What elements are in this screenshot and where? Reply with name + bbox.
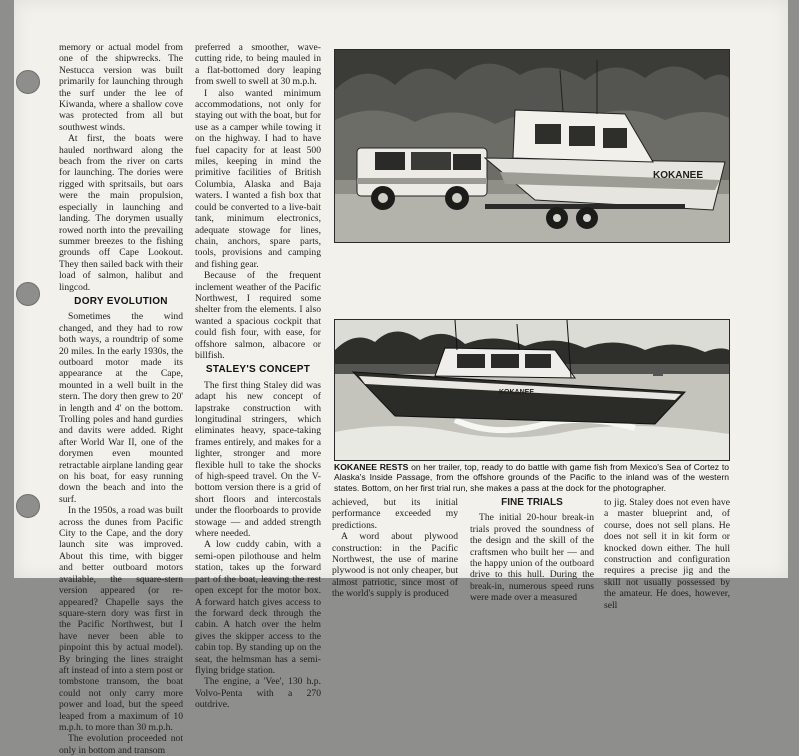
paragraph-wind: Sometimes the wind changed, and they had to row both ways, a roundtrip of some 20 miles. In the early 1930s, the outboard motor made its appearance at the Cape, mounted in a well built in the stern. The dory then grew to 20' in length and 4' on the bottom. Trolling poles and hand gurdies and davits were added. Right after World War II, one of the dorymen even mounted retractable airplane landing gear on his boat, for easy running down the beach and into the surf. — [59, 311, 183, 505]
paragraph-evolution: The evolution proceeded not only in bottom and transom — [59, 733, 183, 756]
paragraph-weather: Because of the frequent inclement weather of the Pacific Northwest, I required some shelter from the elements. I also wanted a spacious cockpit that could fish four, with ease, for offshore salmon, albacore or billfish. — [195, 270, 321, 361]
binder-hole-middle — [16, 282, 40, 306]
text-column-1 — [59, 42, 183, 756]
photo-boat-on-trailer — [334, 49, 730, 243]
text-column-bottom-1 — [332, 497, 458, 600]
paragraph-break-in: The initial 20-hour break-in trials proved the soundness of the design and the skill of the craftsmen who built her — and the happy union of the outboard drive to this hull. During the break-in, numerous speed runs were made over a measured — [470, 512, 594, 604]
paragraph-engine: The engine, a 'Vee', 130 h.p. Volvo-Penta with a 270 outdrive. — [195, 676, 321, 711]
heading-fine-trials: FINE TRIALS — [501, 497, 563, 508]
photo-boat-trial-run — [334, 319, 730, 461]
paragraph-jig: to jig. Staley does not even have a master blueprint and, of course, does not sell plans. He does not sell it in kit form or knocked down either. The hull construction and configuration requires a precise jig and the skill not usually possessed by the amateur. He does, however, sell — [604, 497, 730, 611]
paragraph-hauled: At first, the boats were hauled northward along the beach from the river on carts for launching. The dories were rigged with spritsails, but oars were the main propulsion, especially in launching and landing. The dorymen usually rowed north into the prevailing summer breezes to the fishing grounds off Cape Lookout. They then sailed back with their load of salmon, halibut and lingcod. — [59, 133, 183, 293]
paragraph-intro: memory or actual model from one of the shipwrecks. The Nestucca version was built primarily for launching through the surf under the lee of Kiwanda, where a shallow cove was protected from all but southwest winds. — [59, 42, 183, 133]
caption-text: on her trailer, top, ready to do battle with game fish from Mexico's Sea of Cortez to Alaska's Inside Passage, from the offshore grounds of the Pacific to the inland was of the western states. Bottom, on her first trial run, she makes a pass at the dock for the photographer. — [334, 462, 729, 493]
paragraph-plywood: A word about plywood construction: in the Pacific Northwest, the use of marine plywood is not only cheaper, but almost patriotic, since most of the world's supply is produced — [332, 531, 458, 600]
paragraph-first-thing: The first thing Staley did was adapt his new concept of lapstrake construction with longitudinal stringers, which eliminates heavy, space-taking frames entirely, and makes for a lighter, stronger and more flexible hull to take the shocks of high-speed travel. On the V-bottom version there is a grid of short floors and intercostals under the floorboards to provide stowage — and added strength where needed. — [195, 379, 321, 540]
paragraph-1950s: In the 1950s, a road was built across the dunes from Pacific City to the Cape, and the dory launch site was improved. About this time, with bigger and better outboard motors available, the square-stern version appeared (or re-appeared? Chapelle says the square-stern dory was first in the Pacific Northwest, but I have never been able to pinpoint this by actual model). By bringing the lines straight aft instead of into a stern post or tombstone transom, the boat could not only carry more power and load, but the speed leaped from a maximum of 10 m.p.h. to more than 30 m.p.h. — [59, 505, 183, 733]
paragraph-minimum: I also wanted minimum accommodations, not only for staying out with the boat, but for use as a camper while towing it on the highway. I had to have fuel capacity for at least 500 miles, keeping in mind the primitive facilities of British Columbia, Alaska and Baja waters. I wanted a fish box that could be converted to a live-bait tank, minimum electronics, adequate stowage for lines, chain, anchors, spare parts, tools, provisions and camping and fishing gear. — [195, 87, 321, 270]
paragraph-achieved: achieved, but its initial performance exceeded my predictions. — [332, 497, 458, 531]
heading-dory-evolution: DORY EVOLUTION — [74, 295, 168, 307]
binder-hole-bottom — [16, 494, 40, 518]
text-column-bottom-3 — [604, 497, 730, 611]
text-column-bottom-2 — [470, 497, 594, 604]
caption-lead: KOKANEE RESTS — [334, 462, 409, 472]
trailer-scene-image — [335, 50, 729, 242]
boat-name-top: KOKANEE — [653, 170, 704, 181]
trial-run-image — [335, 320, 729, 460]
binder-hole-top — [16, 70, 40, 94]
paragraph-smoother: preferred a smoother, wave-cutting ride, to being mauled in a flat-bottomed dory leaping from swell to swell at 30 m.p.h. — [195, 42, 321, 88]
magazine-page — [14, 0, 788, 756]
boat-name-bottom: KOKANEE — [499, 389, 535, 396]
heading-staleys-concept: STALEY'S CONCEPT — [205, 364, 311, 376]
paragraph-cuddy: A low cuddy cabin, with a semi-open pilothouse and helm station, takes up the forward part of the boat, leaving the rest open except for the motor box. A forward hatch gives access to the forward deck through the cabin. A hatch over the helm gives the skipper access to the cabin top. By standing up on the seat, the helmsman has a semi-flying bridge station. — [195, 539, 321, 676]
text-column-2 — [195, 42, 321, 711]
photo-caption — [334, 462, 729, 493]
